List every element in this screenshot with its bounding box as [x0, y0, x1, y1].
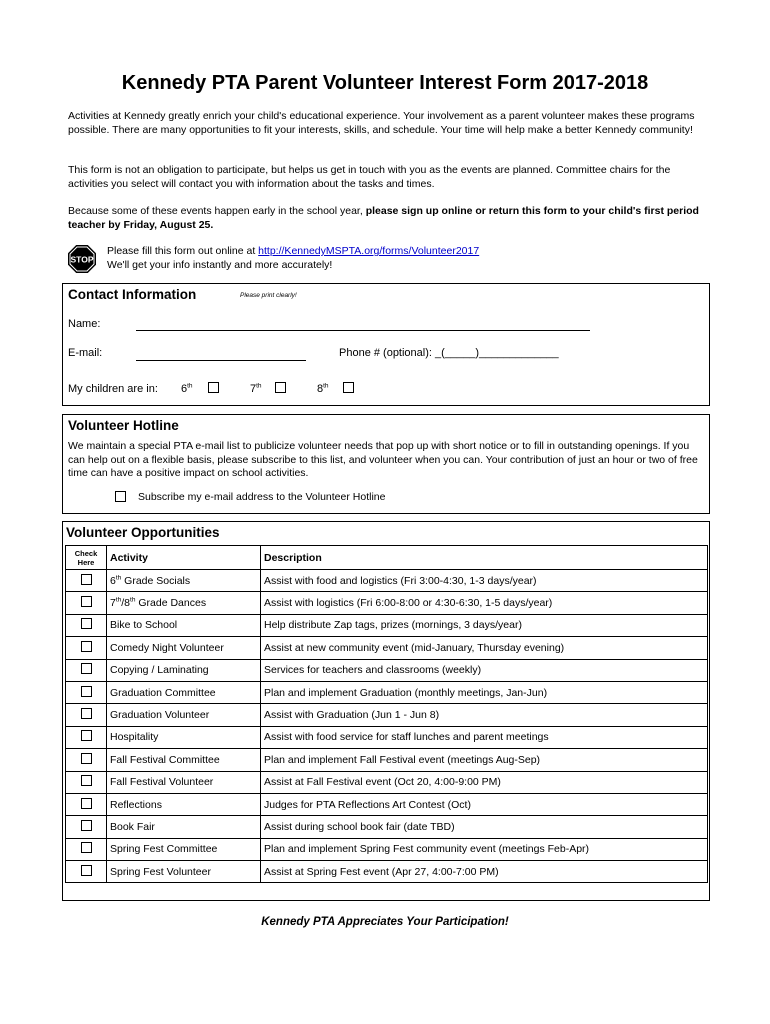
activity-cell: Hospitality: [107, 726, 261, 748]
check-cell: [66, 704, 107, 726]
subscribe-checkbox[interactable]: [115, 491, 126, 502]
table-row: [66, 816, 708, 838]
check-cell: [66, 637, 107, 659]
svg-text:STOP: STOP: [70, 254, 94, 265]
activity-cell: Fall Festival Committee: [107, 749, 261, 771]
table-row: [66, 659, 708, 681]
activity-column-header: Activity: [107, 546, 261, 570]
grade-8-label: 8th: [317, 382, 329, 395]
grade-7-label: 7th: [250, 382, 262, 395]
activity-checkbox[interactable]: [81, 686, 92, 697]
opportunities-table: [65, 545, 708, 883]
table-row: [66, 592, 708, 614]
table-row: [66, 681, 708, 703]
description-cell: Assist at new community event (mid-January, Thursday evening): [261, 637, 708, 659]
check-cell: [66, 816, 107, 838]
activity-checkbox[interactable]: [81, 708, 92, 719]
description-cell: Assist with food service for staff lunches and parent meetings: [261, 726, 708, 748]
footer-message: Kennedy PTA Appreciates Your Participation!: [261, 916, 509, 928]
table-row: [66, 749, 708, 771]
intro-paragraph-2: This form is not an obligation to participate, but helps us get in touch with you as the events are planned. Committee chairs for the activities you select will contact you with information about the tasks and times.: [68, 164, 671, 190]
description-cell: Assist with logistics (Fri 6:00-8:00 or 4:30-6:30, 1-5 days/year): [261, 592, 708, 614]
table-row: [66, 793, 708, 815]
activity-cell: 6th Grade Socials: [107, 570, 261, 592]
activity-checkbox[interactable]: [81, 730, 92, 741]
intro-paragraph-3: Because some of these events happen early in the school year, please sign up online or return this form to your child's first period teacher by Friday, August 25.: [68, 205, 699, 231]
hotline-heading: Volunteer Hotline: [68, 418, 179, 433]
activity-cell: Copying / Laminating: [107, 659, 261, 681]
activity-checkbox[interactable]: [81, 641, 92, 652]
table-header-row: [66, 546, 708, 570]
description-cell: Assist with food and logistics (Fri 3:00-4:30, 1-3 days/year): [261, 570, 708, 592]
description-cell: Assist with Graduation (Jun 1 - Jun 8): [261, 704, 708, 726]
phone-field[interactable]: Phone # (optional): _(_____)_____________: [339, 347, 559, 359]
online-form-link[interactable]: http://KennedyMSPTA.org/forms/Volunteer2017: [258, 245, 480, 257]
check-cell: [66, 771, 107, 793]
activity-cell: 7th/8th Grade Dances: [107, 592, 261, 614]
check-cell: [66, 861, 107, 883]
page-title: Kennedy PTA Parent Volunteer Interest Form 2017-2018: [121, 72, 649, 94]
check-cell: [66, 749, 107, 771]
check-cell: [66, 838, 107, 860]
check-cell: [66, 681, 107, 703]
activity-checkbox[interactable]: [81, 753, 92, 764]
check-column-header: Check Here: [66, 546, 107, 570]
table-row: [66, 771, 708, 793]
description-cell: Help distribute Zap tags, prizes (mornings, 3 days/year): [261, 614, 708, 636]
check-cell: [66, 793, 107, 815]
contact-heading: Contact Information: [68, 287, 197, 302]
grade-6-label: 6th: [181, 382, 193, 395]
description-cell: Assist at Fall Festival event (Oct 20, 4:00-9:00 PM): [261, 771, 708, 793]
description-cell: Services for teachers and classrooms (weekly): [261, 659, 708, 681]
stop-sign-icon: [68, 245, 96, 273]
activity-cell: Bike to School: [107, 614, 261, 636]
check-cell: [66, 570, 107, 592]
activity-cell: Spring Fest Committee: [107, 838, 261, 860]
activity-cell: Spring Fest Volunteer: [107, 861, 261, 883]
check-cell: [66, 614, 107, 636]
activity-cell: Reflections: [107, 793, 261, 815]
table-row: [66, 704, 708, 726]
table-row: [66, 570, 708, 592]
check-cell: [66, 726, 107, 748]
description-cell: Assist during school book fair (date TBD): [261, 816, 708, 838]
activity-cell: Graduation Committee: [107, 681, 261, 703]
check-cell: [66, 592, 107, 614]
check-cell: [66, 659, 107, 681]
activity-cell: Fall Festival Volunteer: [107, 771, 261, 793]
activity-checkbox[interactable]: [81, 798, 92, 809]
description-cell: Assist at Spring Fest event (Apr 27, 4:00-7:00 PM): [261, 861, 708, 883]
email-field[interactable]: [136, 360, 306, 361]
activity-cell: Comedy Night Volunteer: [107, 637, 261, 659]
opportunities-heading: Volunteer Opportunities: [66, 525, 220, 540]
table-row: [66, 838, 708, 860]
hotline-text: We maintain a special PTA e-mail list to publicize volunteer needs that pop up with short notice or to fill in outstanding openings. If you can help out on a flexible basis, please subscribe to this list, and volunteer when you can. Your contribution of just an hour or two of free time can have a positive impact on school activities.: [68, 440, 698, 479]
description-cell: Plan and implement Spring Fest community event (meetings Feb-Apr): [261, 838, 708, 860]
table-row: [66, 861, 708, 883]
activity-checkbox[interactable]: [81, 596, 92, 607]
subscribe-label: Subscribe my e-mail address to the Volunteer Hotline: [138, 491, 386, 503]
grade-6-checkbox[interactable]: [208, 382, 219, 393]
activity-checkbox[interactable]: [81, 865, 92, 876]
activity-checkbox[interactable]: [81, 663, 92, 674]
table-row: [66, 614, 708, 636]
activity-cell: Graduation Volunteer: [107, 704, 261, 726]
activity-checkbox[interactable]: [81, 618, 92, 629]
grade-8-checkbox[interactable]: [343, 382, 354, 393]
children-label: My children are in:: [68, 383, 158, 395]
activity-checkbox[interactable]: [81, 820, 92, 831]
table-row: [66, 726, 708, 748]
table-row: [66, 637, 708, 659]
description-cell: Judges for PTA Reflections Art Contest (Oct): [261, 793, 708, 815]
grade-7-checkbox[interactable]: [275, 382, 286, 393]
name-label: Name:: [68, 318, 101, 330]
online-form-note: Please fill this form out online at http://KennedyMSPTA.org/forms/Volunteer2017 We'll get your info instantly and more accurately!: [107, 245, 480, 271]
description-column-header: Description: [261, 546, 708, 570]
name-field[interactable]: [136, 330, 590, 331]
contact-information-section: [62, 283, 710, 406]
email-label: E-mail:: [68, 347, 103, 359]
activity-cell: Book Fair: [107, 816, 261, 838]
description-cell: Plan and implement Graduation (monthly meetings, Jan-Jun): [261, 681, 708, 703]
activity-checkbox[interactable]: [81, 574, 92, 585]
intro-paragraph-1: Activities at Kennedy greatly enrich your child's educational experience. Your involvement as a parent volunteer makes these programs possible. There are many opportunities to fit your interests, skills, and schedule. Your time will help make a better Kennedy community!: [68, 110, 695, 136]
activity-checkbox[interactable]: [81, 842, 92, 853]
print-note: Please print clearly!: [240, 292, 297, 299]
activity-checkbox[interactable]: [81, 775, 92, 786]
description-cell: Plan and implement Fall Festival event (meetings Aug-Sep): [261, 749, 708, 771]
volunteer-hotline-section: [62, 414, 710, 514]
